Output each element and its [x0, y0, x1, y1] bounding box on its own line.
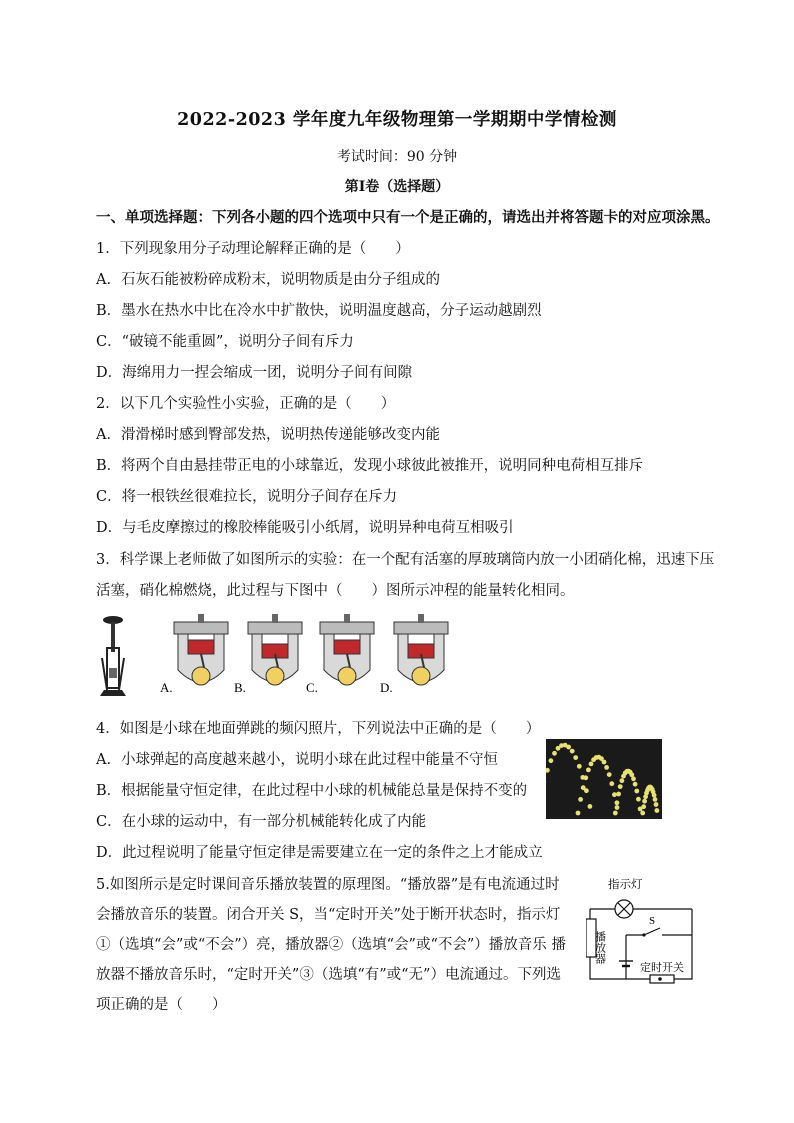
engine-stroke-illustration	[394, 614, 448, 685]
ball-dot	[607, 772, 612, 777]
q3-stem-line2: 活塞，硝化棉燃烧，此过程与下图中（ ）图所示冲程的能量转化相同。	[96, 583, 575, 599]
ball-dot	[633, 782, 638, 787]
ball-dot	[640, 811, 645, 816]
ball-dot	[589, 762, 594, 767]
volume-heading: 第Ⅰ卷（选择题）	[344, 179, 450, 195]
exam-time: 考试时间：90 分钟	[336, 149, 458, 165]
q4-stem: 4．如图是小球在地面弹跳的频闪照片，下列说法中正确的是（ ）	[96, 721, 541, 737]
ball-dot	[620, 778, 625, 783]
q1-option-a: A．石灰石能被粉碎成粉末，说明物质是由分子组成的	[96, 272, 440, 288]
ball-dot	[653, 797, 658, 802]
q3-label-a: A.	[160, 680, 173, 695]
q5-text: 5.如图所示是定时课间音乐播放装置的原理图。“播放器”是有电流通过时会播放音乐的装置。闭合开关 S，当“定时开关”处于断开状态时，指示灯①（选填“会”或“不会”）亮，播放器②（选填“会”或“不会”）播放音乐 播放器不播放音乐时，“定时开关”③（选填“有”或“无”）电流通过。下列选项正确的是（ ）	[96, 877, 566, 1013]
lamp-label: 指示灯	[608, 877, 643, 891]
q2-option-c: C．将一根铁丝很难拉长，说明分子间存在斥力	[96, 489, 398, 505]
ball-dot	[615, 805, 620, 810]
q1-option-c: C．“破镜不能重圆”，说明分子间有斥力	[96, 334, 354, 350]
section-heading: 一、单项选择题：下列各小题的四个选项中只有一个是正确的，请选出并将答题卡的对应项涂黑。	[96, 209, 720, 226]
bouncing-ball-photo	[546, 739, 662, 819]
ball-dot	[634, 789, 639, 794]
lamp-icon	[615, 900, 633, 918]
ball-dot	[618, 784, 623, 789]
q3-label-c: C.	[306, 680, 318, 695]
fire-syringe-illustration	[100, 616, 126, 696]
q2-option-a: A．滑滑梯时感到臀部发热，说明热传递能够改变内能	[96, 427, 440, 443]
ball-dot	[581, 785, 586, 790]
q1-option-d: D．海绵用力一捏会缩成一团，说明分子间有间隙	[96, 365, 413, 381]
ball-dot	[577, 764, 582, 769]
ball-dot	[576, 811, 581, 816]
ball-dot	[655, 808, 660, 813]
ball-dot	[613, 811, 618, 816]
ball-dot	[602, 760, 607, 765]
q4-option-c: C．在小球的运动中，有一部分机械能转化成了内能	[96, 814, 427, 830]
ball-dot	[631, 776, 636, 781]
ball-dot	[642, 799, 647, 804]
engine-stroke-illustration	[320, 614, 374, 685]
q5-circuit-diagram	[586, 875, 696, 985]
ball-dot	[612, 792, 617, 797]
page-title: 2022-2023 学年度九年级物理第一学期期中学情检测	[177, 110, 617, 130]
ball-dot	[552, 751, 557, 756]
ball-dot	[549, 758, 554, 763]
engine-stroke-illustration	[174, 614, 228, 685]
player-label: 播放器	[593, 931, 607, 964]
q2-option-d: D．与毛皮摩擦过的橡胶棒能吸引小纸屑，说明异种电荷互相吸引	[96, 520, 514, 536]
ball-dot	[570, 749, 575, 754]
timer-switch-icon	[650, 975, 674, 983]
ball-dot	[609, 781, 614, 786]
q3-stem-line1: 3．科学课上老师做了如图所示的实验：在一个配有活塞的厚玻璃筒内放一小团硝化棉，迅速下压	[96, 552, 715, 568]
ball-dot	[578, 797, 583, 802]
ball-dot	[566, 745, 571, 750]
ball-dot	[652, 793, 657, 798]
ball-dot	[615, 800, 620, 805]
q4-option-a: A．小球弹起的高度越来越小，说明小球在此过程中能量不守恒	[96, 752, 498, 768]
q3-label-d: D.	[380, 680, 393, 695]
ball-dot	[573, 755, 578, 760]
ball-dot	[604, 765, 609, 770]
q3-figure	[96, 610, 456, 702]
switch-s-icon	[644, 928, 660, 935]
ball-dot	[616, 792, 621, 797]
q4-option-b: B．根据能量守恒定律，在此过程中小球的机械能总量是保持不变的	[96, 783, 528, 799]
q2-stem: 2．以下几个实验性小实验，正确的是（ ）	[96, 396, 396, 412]
switch-label: S	[649, 915, 656, 927]
q4-option-d: D．此过程说明了能量守恒定律是需要建立在一定的条件之上才能成立	[96, 845, 543, 861]
ball-dot	[588, 804, 593, 809]
q2-option-b: B．将两个自由悬挂带正电的小球靠近，发现小球彼此被推开，说明同种电荷相互排斥	[96, 458, 644, 474]
ball-dot	[586, 768, 591, 773]
timer-label: 定时开关	[640, 961, 684, 974]
ball-dot	[636, 797, 641, 802]
ball-dot	[654, 802, 659, 807]
engine-stroke-illustration	[248, 614, 302, 685]
ball-dot	[641, 804, 646, 809]
q1-option-b: B．墨水在热水中比在冷水中扩散快，说明温度越高，分子运动越剧烈	[96, 303, 542, 319]
q3-label-b: B.	[234, 680, 246, 695]
ball-dot	[583, 775, 588, 780]
q1-stem: 1．下列现象用分子动理论解释正确的是（ ）	[96, 241, 410, 257]
